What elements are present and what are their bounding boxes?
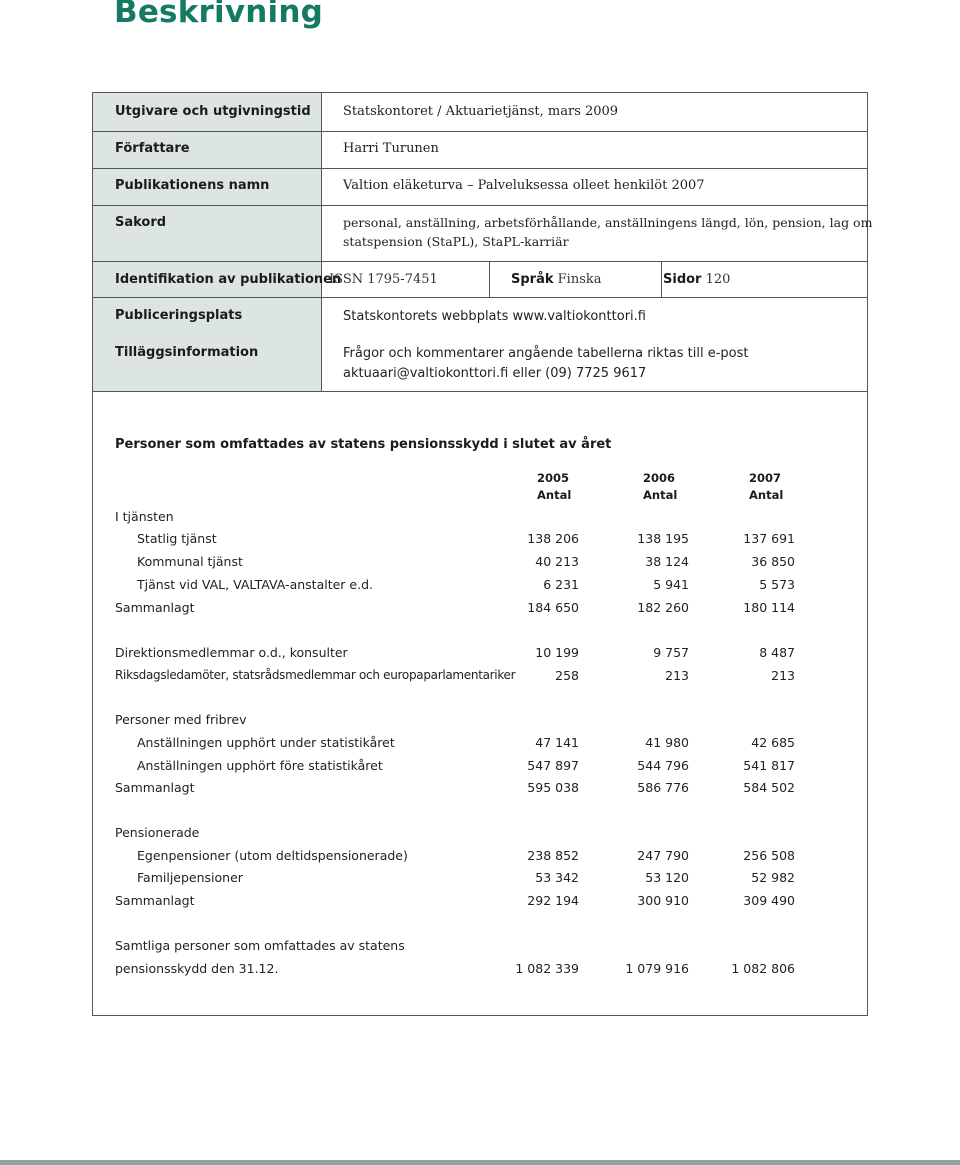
table-cell: 586 776 — [637, 780, 689, 795]
divider — [93, 131, 867, 132]
table-row-label: Sammanlagt — [115, 600, 195, 615]
table-row-label: Sammanlagt — [115, 780, 195, 795]
table-cell: 41 980 — [645, 735, 689, 750]
table-cell: 137 691 — [743, 531, 795, 546]
table-cell: 5 573 — [759, 577, 795, 592]
table-cell: 258 — [555, 668, 579, 683]
publisher-label: Utgivare och utgivningstid — [115, 104, 311, 119]
table-row-label: Anställningen upphört före statistikåret — [137, 758, 383, 773]
table-cell: 53 342 — [535, 870, 579, 885]
table-cell: 595 038 — [527, 780, 579, 795]
table-cell: 5 941 — [653, 577, 689, 592]
table-cell: 138 195 — [637, 531, 689, 546]
table-cell: 292 194 — [527, 893, 579, 908]
publishing-place-label: Publiceringsplats — [115, 308, 243, 323]
page-title: Beskrivning — [114, 0, 323, 30]
table-cell: 180 114 — [743, 600, 795, 615]
table-row-label: pensionsskydd den 31.12. — [115, 961, 279, 976]
table-cell: 541 817 — [743, 758, 795, 773]
table-row-label: Sammanlagt — [115, 893, 195, 908]
footer-rule — [0, 1160, 960, 1165]
table-row-label: Kommunal tjänst — [137, 554, 243, 569]
publication-name-label: Publikationens namn — [115, 178, 270, 193]
table-cell: 38 124 — [645, 554, 689, 569]
column-year-2006: 2006 — [643, 471, 676, 485]
table-cell: 36 850 — [751, 554, 795, 569]
additional-info-label: Tilläggsinformation — [115, 345, 259, 360]
pension-statistics-table — [92, 391, 868, 1016]
table-row-label: Direktionsmedlemmar o.d., konsulter — [115, 645, 348, 660]
table-cell: 256 508 — [743, 848, 795, 863]
table-cell: 9 757 — [653, 645, 689, 660]
table-cell: 53 120 — [645, 870, 689, 885]
column-unit: Antal — [643, 488, 678, 502]
table-cell: 6 231 — [543, 577, 579, 592]
author-label: Författare — [115, 141, 190, 156]
table-row-label: Familjepensioner — [137, 870, 243, 885]
divider — [93, 261, 867, 262]
table-cell: 547 897 — [527, 758, 579, 773]
column-unit: Antal — [537, 488, 572, 502]
table-cell: 182 260 — [637, 600, 689, 615]
divider — [93, 205, 867, 206]
keywords-label: Sakord — [115, 215, 167, 230]
table-cell: 1 079 916 — [625, 961, 689, 976]
table-cell: 213 — [771, 668, 795, 683]
table-cell: 42 685 — [751, 735, 795, 750]
publication-info-table — [92, 92, 873, 392]
table-cell: 213 — [665, 668, 689, 683]
table-row-label: Egenpensioner (utom deltidspensionerade) — [137, 848, 408, 863]
table-cell: 1 082 806 — [731, 961, 795, 976]
table-cell: 300 910 — [637, 893, 689, 908]
keywords-line-2: statspension (StaPL), StaPL-karriär — [343, 234, 569, 249]
table-cell: 40 213 — [535, 554, 579, 569]
table-row-label: Tjänst vid VAL, VALTAVA-anstalter e.d. — [137, 577, 373, 592]
table-cell: 184 650 — [527, 600, 579, 615]
column-unit: Antal — [749, 488, 784, 502]
table-cell: 309 490 — [743, 893, 795, 908]
publisher-value: Statskontoret / Aktuarietjänst, mars 2009 — [343, 104, 619, 119]
table-cell: 47 141 — [535, 735, 579, 750]
column-year-2007: 2007 — [749, 471, 782, 485]
table-cell: 544 796 — [637, 758, 689, 773]
table-row-label: I tjänsten — [115, 509, 174, 524]
additional-info-line-1: Frågor och kommentarer angående tabellerna riktas till e-post — [343, 346, 749, 361]
identification-value: ISSN 1795-7451 — [329, 272, 438, 287]
table-cell: 138 206 — [527, 531, 579, 546]
table-row-label: Anställningen upphört under statistikåret — [137, 735, 395, 750]
keywords-line-1: personal, anställning, arbetsförhållande, anställningens längd, lön, pension, lag om — [343, 215, 873, 230]
divider — [661, 261, 662, 297]
divider — [93, 168, 867, 169]
table-cell: 8 487 — [759, 645, 795, 660]
table-row-label: Samtliga personer som omfattades av statens — [115, 938, 405, 953]
table-cell: 52 982 — [751, 870, 795, 885]
table-cell: 247 790 — [637, 848, 689, 863]
table-cell: 1 082 339 — [515, 961, 579, 976]
table-cell: 238 852 — [527, 848, 579, 863]
divider — [489, 261, 490, 297]
table-row-label: Riksdagsledamöter, statsrådsmedlemmar och europaparlamentariker — [115, 668, 516, 682]
divider — [93, 297, 867, 298]
table-row-label: Pensionerade — [115, 825, 200, 840]
table-heading: Personer som omfattades av statens pensionsskydd i slutet av året — [115, 437, 612, 452]
table-cell: 584 502 — [743, 780, 795, 795]
language-field: Språk Finska — [511, 272, 602, 287]
table-row-label: Statlig tjänst — [137, 531, 217, 546]
additional-info-line-2: aktuaari@valtiokonttori.fi eller (09) 7725 9617 — [343, 366, 647, 381]
identification-label: Identifikation av publikationen — [115, 272, 342, 287]
table-cell: 10 199 — [535, 645, 579, 660]
pages-field: Sidor 120 — [663, 272, 731, 287]
table-row-label: Personer med fribrev — [115, 712, 247, 727]
publication-name-value: Valtion eläketurva – Palveluksessa olleet henkilöt 2007 — [343, 178, 705, 193]
column-year-2005: 2005 — [537, 471, 570, 485]
author-value: Harri Turunen — [343, 141, 439, 156]
publishing-place-value: Statskontorets webbplats www.valtiokonttori.fi — [343, 309, 646, 324]
